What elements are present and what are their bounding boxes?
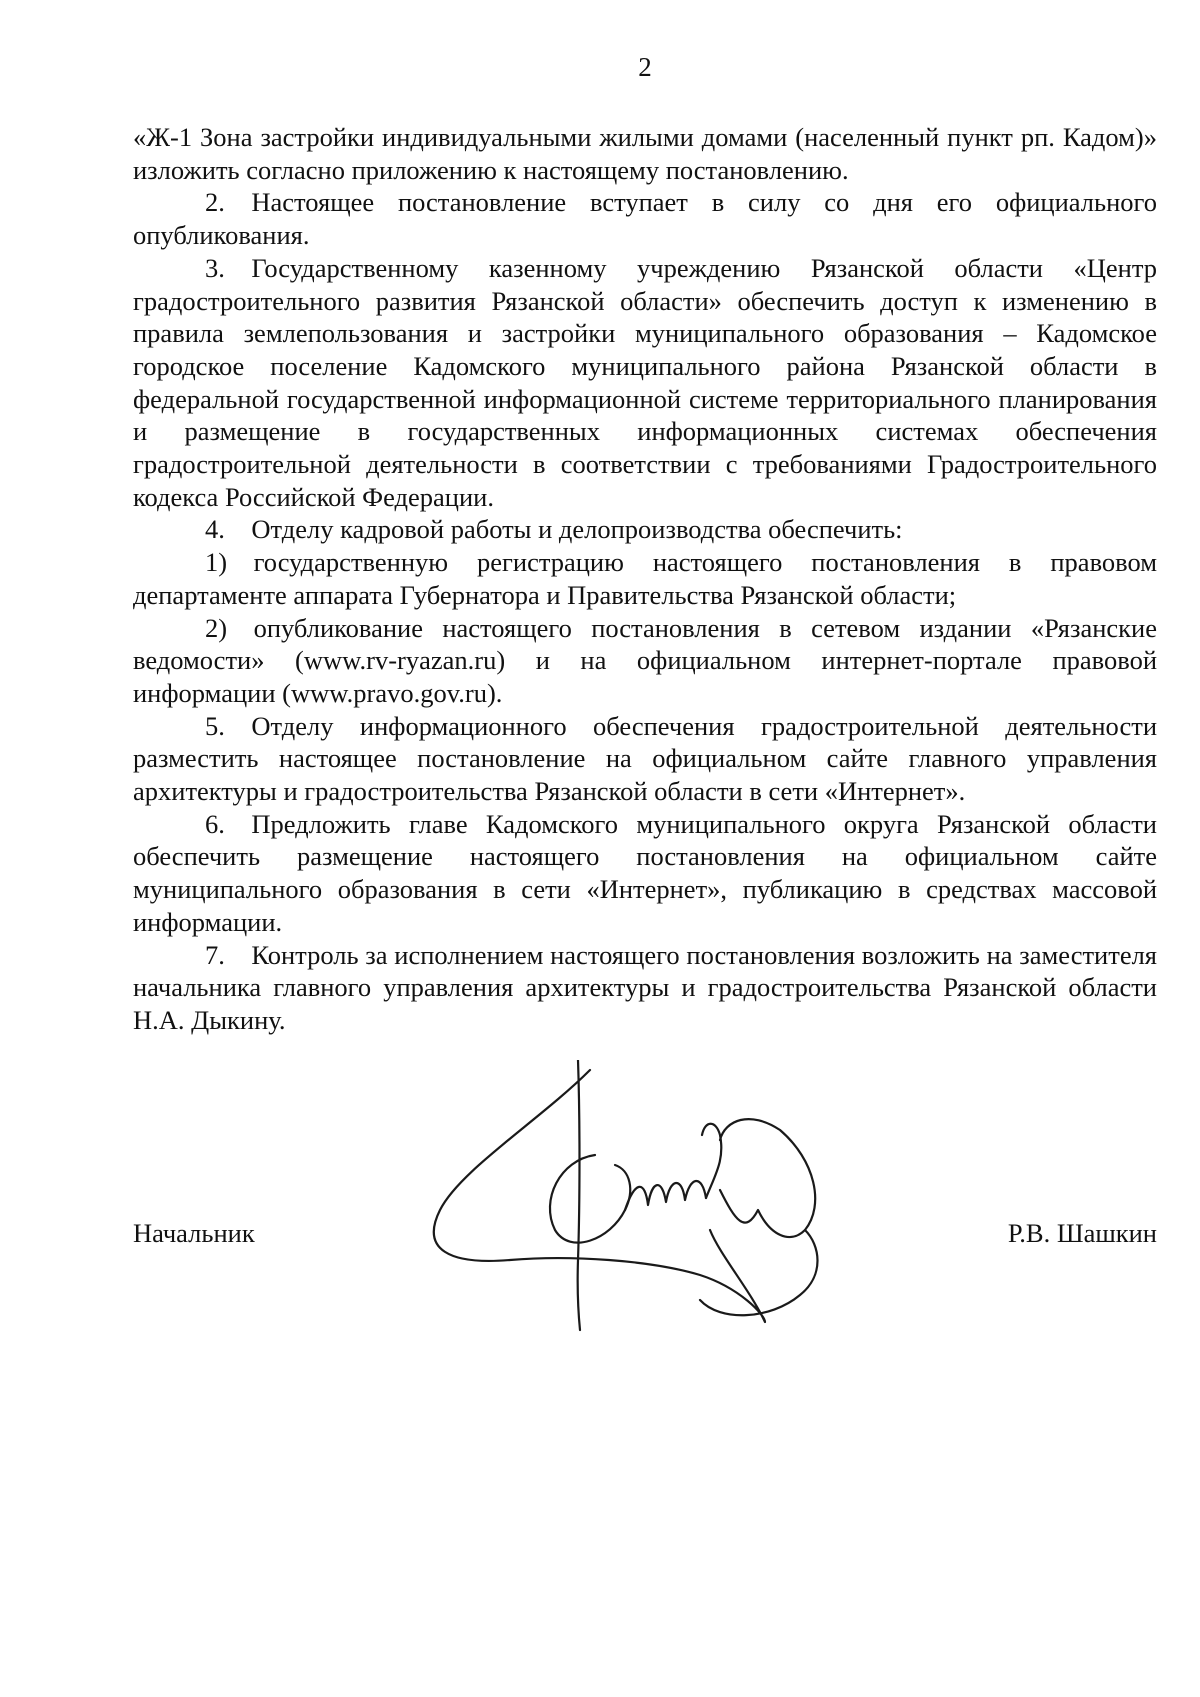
- document-body: [133, 121, 1157, 1037]
- paragraph-item-5: 5. Отделу информационного обеспечения градостроительной деятельности разместить настоящее постановление на официальном сайте главного управления архитектуры и градостроительства Рязанской области в сети «Интернет».: [133, 710, 1157, 807]
- paragraph-item-6: 6. Предложить главе Кадомского муниципального округа Рязанской области обеспечить размещение настоящего постановления на официальном сайте муниципального образования в сети «Интернет», публикацию в средствах массовой информации.: [133, 808, 1157, 937]
- paragraph-item-7: 7. Контроль за исполнением настоящего постановления возложить на заместителя начальника главного управления архитектуры и градостроительства Рязанской области Н.А. Дыкину.: [133, 939, 1157, 1035]
- paragraph-subitem-1: 1) государственную регистрацию настоящего постановления в правовом департаменте аппарата Губернатора и Правительства Рязанской области;: [133, 547, 1157, 610]
- handwritten-signature: [420, 1060, 880, 1350]
- page-number: 2: [638, 52, 652, 82]
- paragraph-subitem-2: 2) опубликование настоящего постановления в сетевом издании «Рязанские ведомости» (www.rv-ryazan.ru) и на официальном интернет-портале правовой информации (www.pravo.gov.ru).: [133, 612, 1157, 708]
- signature-block: [133, 1218, 1157, 1258]
- paragraph-item-2: 2. Настоящее постановление вступает в силу со дня его официального опубликования.: [133, 187, 1157, 251]
- signatory-name: Р.В. Шашкин: [1007, 1218, 1157, 1248]
- paragraph-item-4: 4. Отделу кадровой работы и делопроизводства обеспечить:: [205, 514, 903, 545]
- paragraph-item-3: 3. Государственному казенному учреждению Рязанской области «Центр градостроительного развития Рязанской области» обеспечить доступ к изменению в правила землепользования и застройки муниципального образования – Кадомское городское поселение Кадомского муниципального района Рязанской области в федеральной государственной информационной системе территориального планирования и размещение в государственных информационных системах обеспечения градостроительной деятельности в соответствии с требованиями Градостроительного кодекса Российской Федерации.: [133, 252, 1157, 512]
- signatory-position: Начальник: [133, 1218, 255, 1248]
- paragraph-zone-description: «Ж-1 Зона застройки индивидуальными жилыми домами (населенный пункт рп. Кадом)» изложить согласно приложению к настоящему постановлению.: [133, 122, 1157, 185]
